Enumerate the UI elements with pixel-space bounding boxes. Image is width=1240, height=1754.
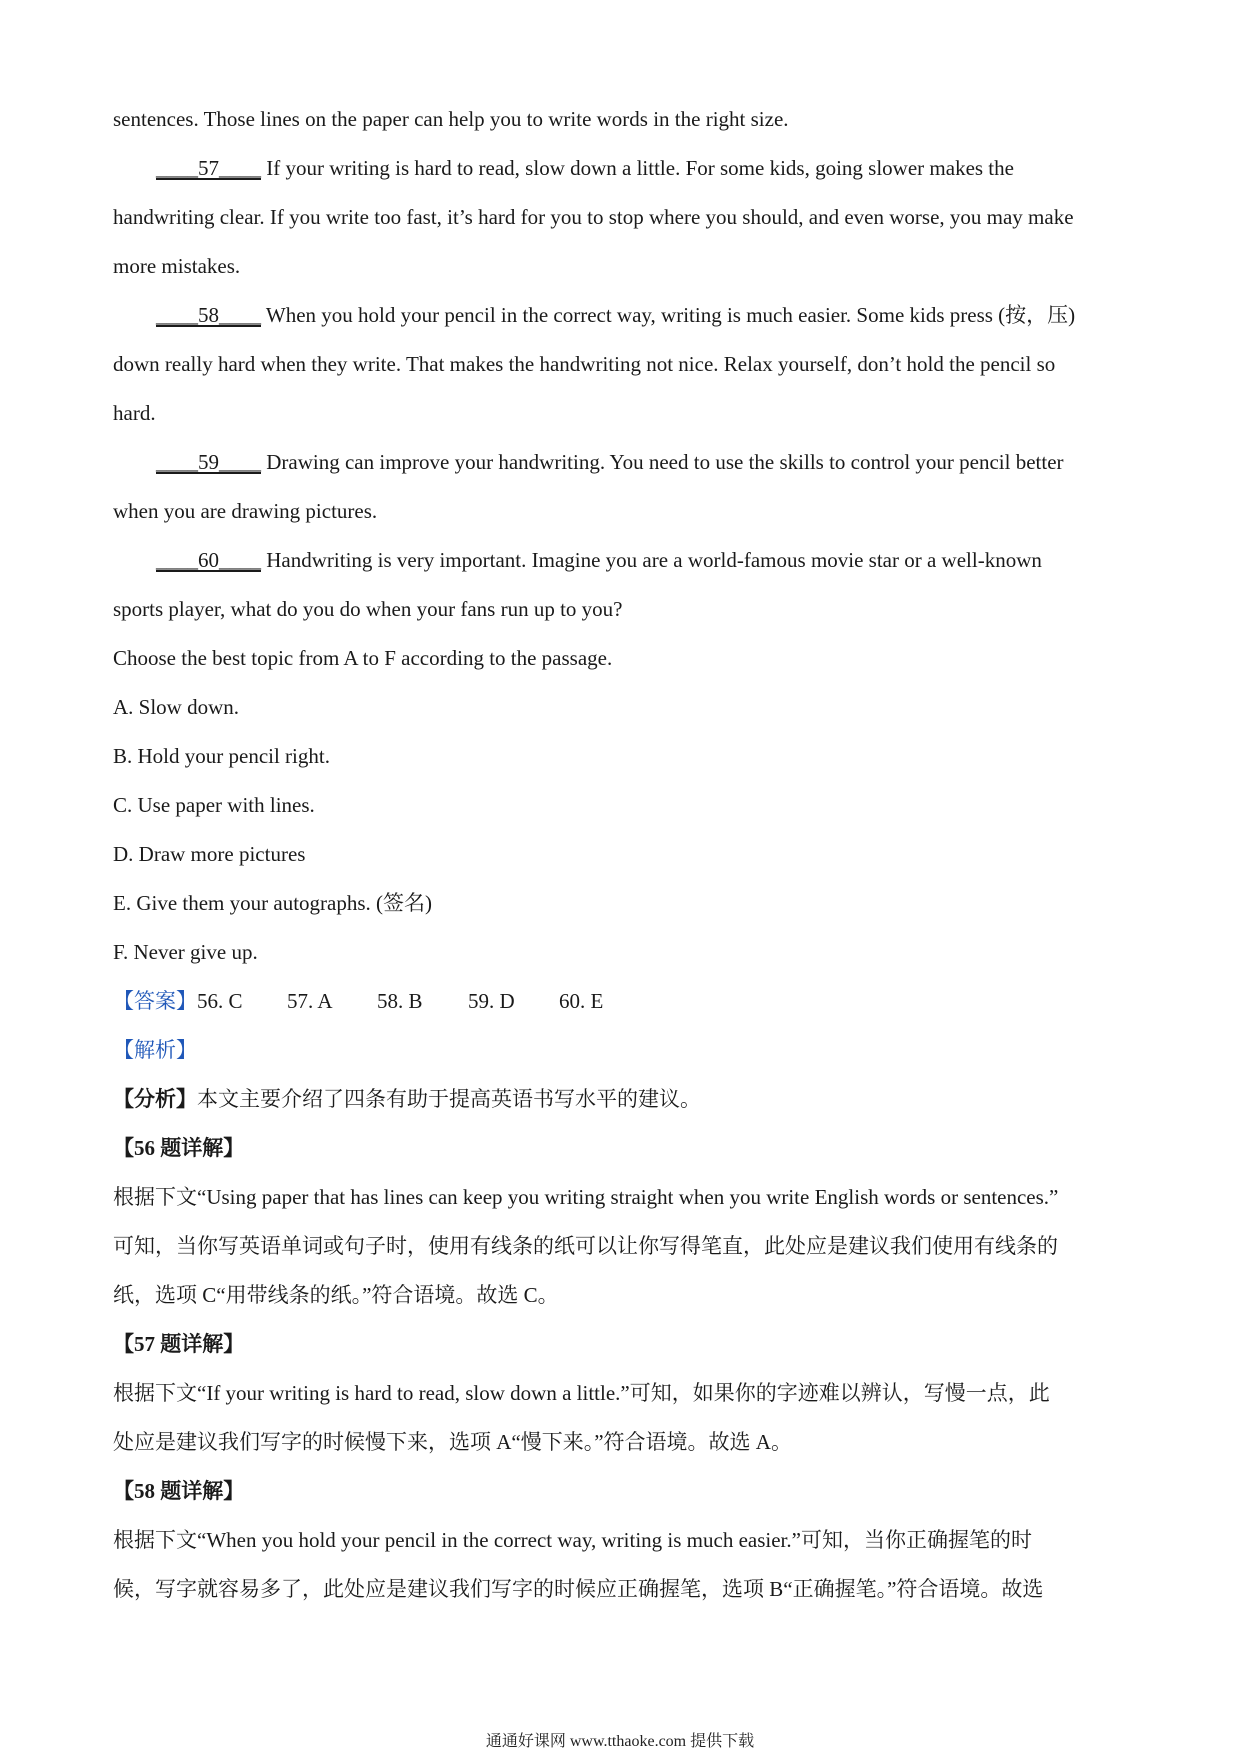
detail-line: 纸，选项 C“用带线条的纸。”符合语境。故选 C。 xyxy=(113,1283,559,1307)
summary-text: 本文主要介绍了四条有助于提高英语书写水平的建议。 xyxy=(197,1087,701,1111)
instruction: Choose the best topic from A to F according to the passage. xyxy=(113,646,613,670)
passage-line: down really hard when they write. That makes the handwriting not nice. Relax yourself, don’t hold the pencil so xyxy=(113,352,1056,376)
answer-line xyxy=(113,980,1125,1029)
passage-line: sentences. Those lines on the paper can help you to write words in the right size. xyxy=(113,107,789,131)
option-b: B. Hold your pencil right. xyxy=(113,744,330,768)
passage-text: If your writing is hard to read, slow down a little. For some kids, going slower makes the xyxy=(266,156,1014,180)
analysis-label: 【解析】 xyxy=(113,1038,197,1062)
detail-line: 根据下文“If your writing is hard to read, slow down a little.”可知，如果你的字迹难以辨认，写慢一点，此 xyxy=(113,1381,1050,1405)
option-f: F. Never give up. xyxy=(113,940,258,964)
passage-line: more mistakes. xyxy=(113,254,241,278)
passage-text: When you hold your pencil in the correct way, writing is much easier. Some kids press (按，压) xyxy=(265,303,1076,327)
detail-heading-58: 【58 题详解】 xyxy=(113,1479,245,1503)
detail-line: 根据下文“Using paper that has lines can keep you writing straight when you write English words or sentences.” xyxy=(113,1185,1059,1209)
answer-item: 59. D xyxy=(468,989,515,1013)
passage-line: sports player, what do you do when your fans run up to you? xyxy=(113,597,623,621)
option-e: E. Give them your autographs. (签名) xyxy=(113,891,433,915)
blank-57: ____57____ xyxy=(156,156,261,180)
answer-item: 60. E xyxy=(559,989,604,1013)
answer-item: 56. C xyxy=(197,989,243,1013)
passage-line: when you are drawing pictures. xyxy=(113,499,378,523)
question-57-line xyxy=(113,147,1125,196)
summary-label: 【分析】 xyxy=(113,1087,197,1111)
detail-heading-57: 【57 题详解】 xyxy=(113,1332,245,1356)
summary-line xyxy=(113,1078,1125,1127)
detail-line: 候，写字就容易多了，此处应是建议我们写字的时候应正确握笔，选项 B“正确握笔。”符合语境。故选 xyxy=(113,1577,1044,1601)
option-d: D. Draw more pictures xyxy=(113,842,306,866)
question-58-line xyxy=(113,294,1125,343)
passage-text: Drawing can improve your handwriting. You need to use the skills to control your pencil better xyxy=(266,450,1064,474)
document-body xyxy=(113,98,1125,1617)
option-c: C. Use paper with lines. xyxy=(113,793,315,817)
passage-line: handwriting clear. If you write too fast, it’s hard for you to stop where you should, and even worse, you may make xyxy=(113,205,1074,229)
answer-label: 【答案】 xyxy=(113,989,197,1013)
option-a: A. Slow down. xyxy=(113,695,240,719)
answer-item: 57. A xyxy=(287,989,333,1013)
question-60-line xyxy=(113,539,1125,588)
answer-item: 58. B xyxy=(377,989,423,1013)
detail-line: 可知，当你写英语单词或句子时，使用有线条的纸可以让你写得笔直，此处应是建议我们使用有线条的 xyxy=(113,1234,1058,1258)
detail-heading-56: 【56 题详解】 xyxy=(113,1136,245,1160)
blank-60: ____60____ xyxy=(156,548,261,572)
question-59-line xyxy=(113,441,1125,490)
detail-line: 处应是建议我们写字的时候慢下来，选项 A“慢下来。”符合语境。故选 A。 xyxy=(113,1430,792,1454)
page-footer: 通通好课网 www.tthaoke.com 提供下载 xyxy=(485,1733,755,1750)
detail-line: 根据下文“When you hold your pencil in the correct way, writing is much easier.”可知，当你正确握笔的时 xyxy=(113,1528,1032,1552)
passage-text: Handwriting is very important. Imagine you are a world-famous movie star or a well-known xyxy=(266,548,1042,572)
blank-59: ____59____ xyxy=(156,450,261,474)
passage-line: hard. xyxy=(113,401,156,425)
blank-58: ____58____ xyxy=(156,303,261,327)
